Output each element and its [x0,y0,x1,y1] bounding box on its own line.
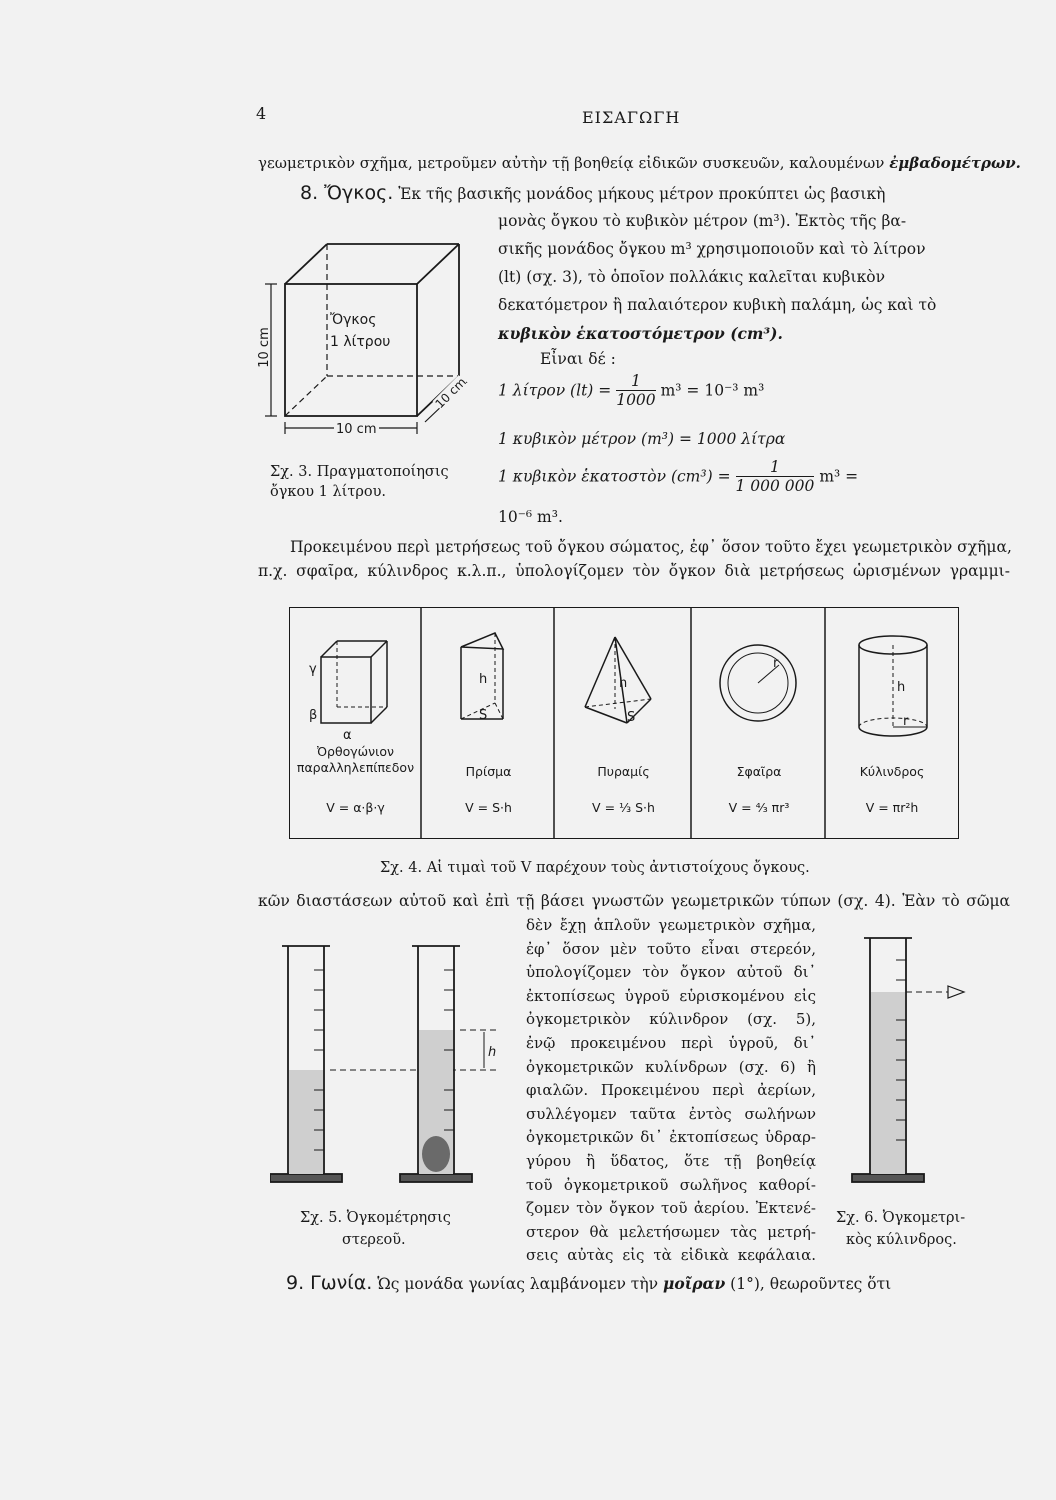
shape-name-box-2: παραλληλεπίπεδον [296,760,415,775]
section-8-line-1 [300,182,885,204]
formula-sphere: V = ⁴⁄₃ πr³ [728,800,790,815]
eq3-right: m³ = [819,467,859,486]
equation-cubic-meter: 1 κυβικὸν μέτρον (m³) = 1000 λίτρα [498,430,786,448]
section-8-title: 8. Ὄγκος. [300,182,394,204]
section-8-line-2: μονὰς ὄγκου τὸ κυβικὸν μέτρον (m³). Ἐκτὸς τῆς βα- [498,212,907,230]
top-line [258,154,1021,172]
para3-col-7: φιαλῶν. Προκειμένου περὶ ἀερίων, [526,1081,816,1100]
einai-de: Εἶναι δέ : [540,350,616,368]
eq1-fraction [616,372,655,409]
eq3-den: 1 000 000 [735,477,815,495]
page-number: 4 [256,104,267,123]
top-line-text: γεωμετρικὸν σχῆμα, μετροῦμεν αὐτὴν τῇ βοηθείᾳ εἰδικῶν συσκευῶν, καλουμένων [258,154,885,172]
fig4-caption: Σχ. 4. Αἱ τιμαὶ τοῦ V παρέχουν τοὺς ἀντιστοίχους ὄγκους. [380,860,810,876]
cylinder-label-h: h [897,680,906,695]
running-header: ΕΙΣΑΓΩΓΗ [582,108,681,127]
pyramid-label-h: h [619,676,628,691]
equation-tail: 10⁻⁶ m³. [498,508,563,526]
eq3-num: 1 [736,458,815,477]
formula-pyramid: V = ⅓ S·h [592,800,655,815]
eq1-right: m³ = 10⁻³ m³ [660,381,765,400]
section-9-title: 9. Γωνία. [286,1272,373,1294]
section-8-text-1: Ἐκ τῆς βασικῆς μονάδος μήκους μέτρον προκύπτει ὡς βασικὴ [398,185,886,203]
box-label-gamma: γ [309,662,317,677]
para3-col-0: δὲν ἔχῃ ἁπλοῦν γεωμετρικὸν σχῆμα, [526,916,816,934]
eq1-den: 1000 [616,391,656,409]
shape-name-cylinder: Κύλινδρος [859,764,925,779]
fig3-liter-label: 1 λίτρου [330,334,391,350]
para3-col-13: στερον θὰ μελετήσωμεν τὰς μετρή- [526,1222,816,1241]
section-8-line-4: (lt) (σχ. 3), τὸ ὁποῖον πολλάκις καλεῖται κυβικὸν [498,268,886,286]
fig3-depth-label: 10 cm [432,374,469,412]
fig6-cylinder [840,930,990,1192]
eq1-num: 1 [616,372,655,391]
shape-name-pyramid: Πυραμίς [597,764,650,779]
eq3-fraction [736,458,815,495]
section-8-line-5: δεκατόμετρον ἢ παλαιότερον κυβικὴ παλάμη, ὡς καὶ τὸ [498,296,937,314]
fig3-caption-2: ὄγκου 1 λίτρου. [270,484,387,500]
prism-label-h: h [479,672,488,687]
pyramid-shape [585,637,651,723]
sphere-label-r: r [773,656,779,671]
para3-line: κῶν διαστάσεων αὐτοῦ καὶ ἐπὶ τῇ βάσει γνωστῶν γεωμετρικῶν τύπων (σχ. 4). Ἐὰν τὸ σῶμα [258,892,1010,910]
para3-column [526,914,816,1268]
shape-name-box-1: Ὀρθογώνιον [317,744,394,759]
section-8-line-6: κυβικὸν ἑκατοστόμετρον (cm³). [498,324,783,343]
box-shape [321,641,387,723]
para2-line-1: Προκειμένου περὶ μετρήσεως τοῦ ὄγκου σώματος, ἐφ᾿ ὅσον τοῦτο ἔχει γεωμετρικὸν σχῆμα, [290,538,1012,556]
para3-col-1: ἐφ᾿ ὅσον μὲν τοῦτο εἶναι στερεόν, [526,939,816,958]
sphere-shape [720,645,796,721]
section-9-italic: μοῖραν [663,1274,726,1293]
top-line-italic: ἐμβαδομέτρων. [889,154,1021,172]
pyramid-label-s: S [627,710,636,725]
fig3-caption-1: Σχ. 3. Πραγματοποίησις [270,464,449,480]
para2-line-2: π.χ. σφαῖρα, κύλινδρος κ.λ.π., ὑπολογίζομεν τὸν ὄγκον διὰ μετρήσεως ὡρισμένων γραμμι- [258,562,1010,580]
fig3-height-label: 10 cm [256,327,272,368]
fig5-caption-1: Σχ. 5. Ὀγκομέτρησις [300,1210,451,1226]
cube-front-face [285,284,417,416]
para3-col-2: ὑπολογίζομεν τὸν ὄγκον αὐτοῦ δι᾿ [526,963,816,982]
fig5-caption-2: στερεοῦ. [342,1232,406,1248]
cylinder-label-r: r [903,714,909,729]
fig5-cylinders [270,940,510,1190]
section-8-line-3: σικῆς μονάδος ὄγκου m³ χρησιμοποιοῦν καὶ τὸ λίτρον [498,240,926,258]
fig3-width-label: 10 cm [336,422,377,437]
para3-col-10: γύρου ἢ ὕδατος, ὅτε τῇ βοηθείᾳ [526,1151,816,1170]
fig5-label-h: h [488,1045,497,1060]
fig6-caption-1: Σχ. 6. Ὀγκομετρι- [836,1210,966,1226]
formula-prism: V = S·h [465,800,512,815]
eq1-left: 1 λίτρον (lt) = [498,381,612,400]
box-label-beta: β [309,708,318,723]
para3-col-5: ἐνῷ προκειμένου περὶ ὑγροῦ, δι᾿ [526,1033,816,1052]
prism-label-s: S [479,708,488,723]
para3-col-3: ἐκτοπίσεως ὑγροῦ εὑρισκομένου εἰς [526,986,816,1005]
section-9-text: Ὡς μονάδα γωνίας λαμβάνομεν τὴν [377,1275,659,1293]
shape-name-box [289,744,422,776]
para3-col-14: σεις αὐτὰς εἰς τὰ εἰδικὰ κεφάλαια. [526,1246,816,1265]
shape-name-sphere: Σφαῖρα [736,764,782,779]
fig3-volume-label: Ὄγκος [330,312,377,328]
para3-col-4: ὀγκομετρικὸν κύλινδρον (σχ. 5), [526,1010,816,1029]
equation-liter [498,372,764,409]
para3-col-8: συλλέγομεν ταῦτα ἐντὸς σωλήνων [526,1104,816,1123]
formula-cylinder: V = πr²h [865,800,919,815]
para3-col-6: ὀγκομετρικῶν κυλίνδρων (σχ. 6) ἢ [526,1057,816,1076]
para3-col-11: τοῦ ὀγκομετρικοῦ σωλῆνος καθορί- [526,1175,816,1194]
shape-name-prism: Πρίσμα [465,764,512,779]
para3-col-12: ζομεν τὸν ὄγκον τοῦ ἀερίου. Ἐκτενέ- [526,1199,816,1218]
box-label-alpha: α [343,728,352,743]
fig6-caption-2: κὸς κύλινδρος. [846,1232,957,1248]
para3-col-9: ὀγκομετρικῶν δι᾿ ἐκτοπίσεως ὑδραρ- [526,1128,816,1147]
eq3-left: 1 κυβικὸν ἑκατοστὸν (cm³) = [498,467,731,486]
section-9-line [286,1272,891,1294]
section-9-text-2: (1°), θεωροῦντες ὅτι [730,1275,892,1293]
equation-cubic-cm [498,458,858,495]
cylinder-shape [859,636,927,736]
formula-box: V = α·β·γ [326,800,385,815]
